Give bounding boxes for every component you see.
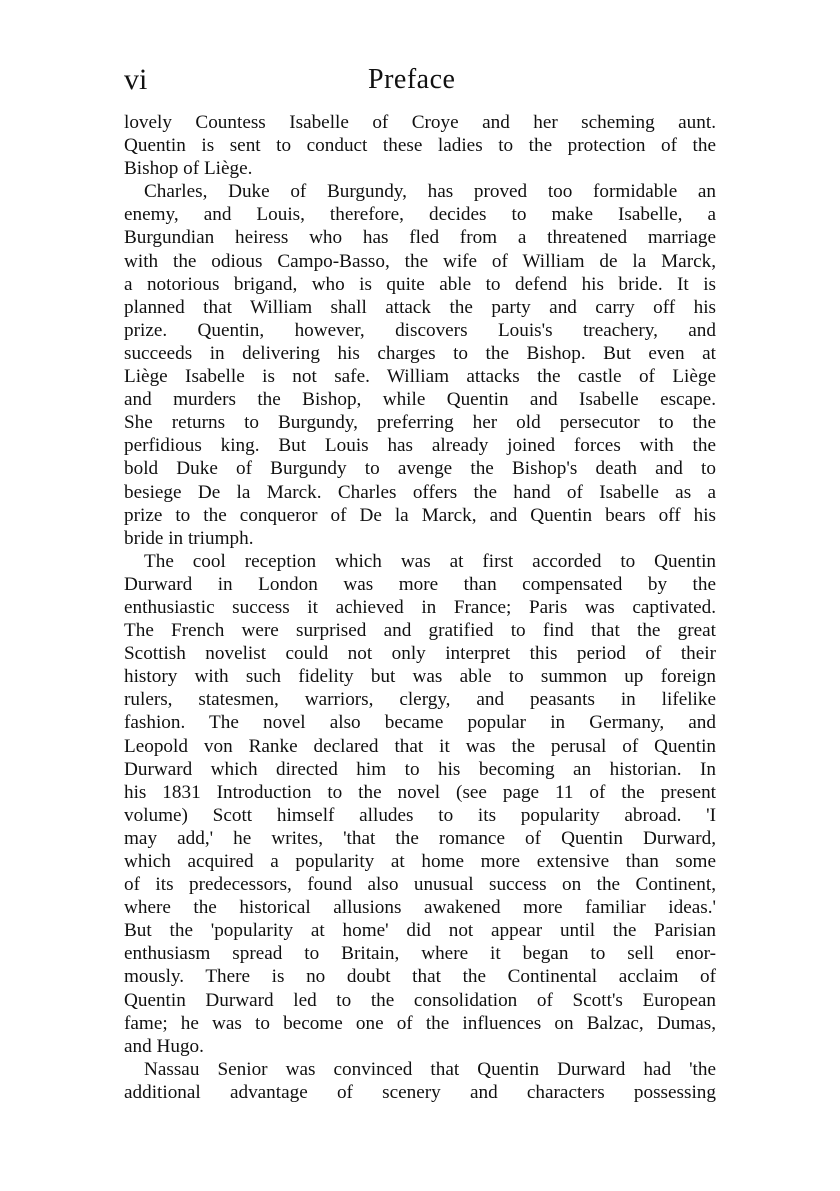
running-title: Preface (368, 64, 456, 95)
text-line: additional advantage of scenery and characters possessing (124, 1081, 716, 1103)
text-line: succeeds in delivering his charges to the Bishop. But even at (124, 342, 716, 364)
text-line: enthusiastic success it achieved in France; Paris was captivated. (124, 596, 716, 618)
page-number: vi (124, 63, 148, 96)
text-line: volume) Scott himself alludes to its popularity abroad. 'I (124, 804, 716, 826)
text-line: Leopold von Ranke declared that it was the perusal of Quentin (124, 735, 716, 757)
text-line: and murders the Bishop, while Quentin and Isabelle escape. (124, 389, 716, 411)
text-line: mously. There is no doubt that the Continental acclaim of (124, 966, 716, 988)
text-line: Durward which directed him to his becoming an historian. In (124, 758, 716, 780)
text-line: planned that William shall attack the party and carry off his (124, 296, 716, 318)
text-line: Bishop of Liège. (124, 158, 253, 180)
text-line: Charles, Duke of Burgundy, has proved too formidable an (144, 181, 716, 203)
text-line: besiege De la Marck. Charles offers the hand of Isabelle as a (124, 481, 716, 503)
running-header (124, 64, 716, 104)
text-line: prize. Quentin, however, discovers Louis's treachery, and (124, 319, 716, 341)
body-text (124, 111, 716, 1104)
text-line: where the historical allusions awakened more familiar ideas.' (124, 897, 716, 919)
text-line: fame; he was to become one of the influences on Balzac, Dumas, (124, 1012, 716, 1034)
text-line: fashion. The novel also became popular in Germany, and (124, 712, 716, 734)
text-line: bold Duke of Burgundy to avenge the Bishop's death and to (124, 458, 716, 480)
text-line: She returns to Burgundy, preferring her old persecutor to the (124, 412, 716, 434)
text-line: Durward in London was more than compensated by the (124, 573, 716, 595)
text-line: enemy, and Louis, therefore, decides to make Isabelle, a (124, 204, 716, 226)
text-line: perfidious king. But Louis has already joined forces with the (124, 435, 716, 457)
text-line: The cool reception which was at first accorded to Quentin (144, 550, 716, 572)
text-line: enthusiasm spread to Britain, where it began to sell enor- (124, 943, 716, 965)
text-line: and Hugo. (124, 1035, 204, 1057)
text-line: of its predecessors, found also unusual success on the Continent, (124, 874, 716, 896)
text-line: Quentin is sent to conduct these ladies to the protection of the (124, 135, 716, 157)
text-line: history with such fidelity but was able to summon up foreign (124, 666, 716, 688)
text-line: bride in triumph. (124, 527, 254, 549)
text-line: lovely Countess Isabelle of Croye and her scheming aunt. (124, 112, 716, 133)
text-line: Liège Isabelle is not safe. William attacks the castle of Liège (124, 366, 716, 388)
text-line: a notorious brigand, who is quite able to defend his bride. It is (124, 273, 716, 295)
text-line: prize to the conqueror of De la Marck, and Quentin bears off his (124, 504, 716, 526)
text-line: Quentin Durward led to the consolidation of Scott's European (124, 989, 716, 1011)
text-line: Scottish novelist could not only interpret this period of their (124, 643, 716, 665)
text-line: Nassau Senior was convinced that Quentin Durward had 'the (144, 1058, 716, 1080)
text-line: his 1831 Introduction to the novel (see page 11 of the present (124, 781, 716, 803)
text-line: The French were surprised and gratified to find that the great (124, 620, 716, 642)
text-line: But the 'popularity at home' did not appear until the Parisian (124, 920, 716, 942)
text-line: Burgundian heiress who has fled from a threatened marriage (124, 227, 716, 249)
text-line: may add,' he writes, 'that the romance of Quentin Durward, (124, 827, 716, 849)
text-line: with the odious Campo-Basso, the wife of William de la Marck, (124, 250, 716, 272)
text-line: rulers, statesmen, warriors, clergy, and peasants in lifelike (124, 689, 716, 711)
text-line: which acquired a popularity at home more extensive than some (124, 851, 716, 872)
